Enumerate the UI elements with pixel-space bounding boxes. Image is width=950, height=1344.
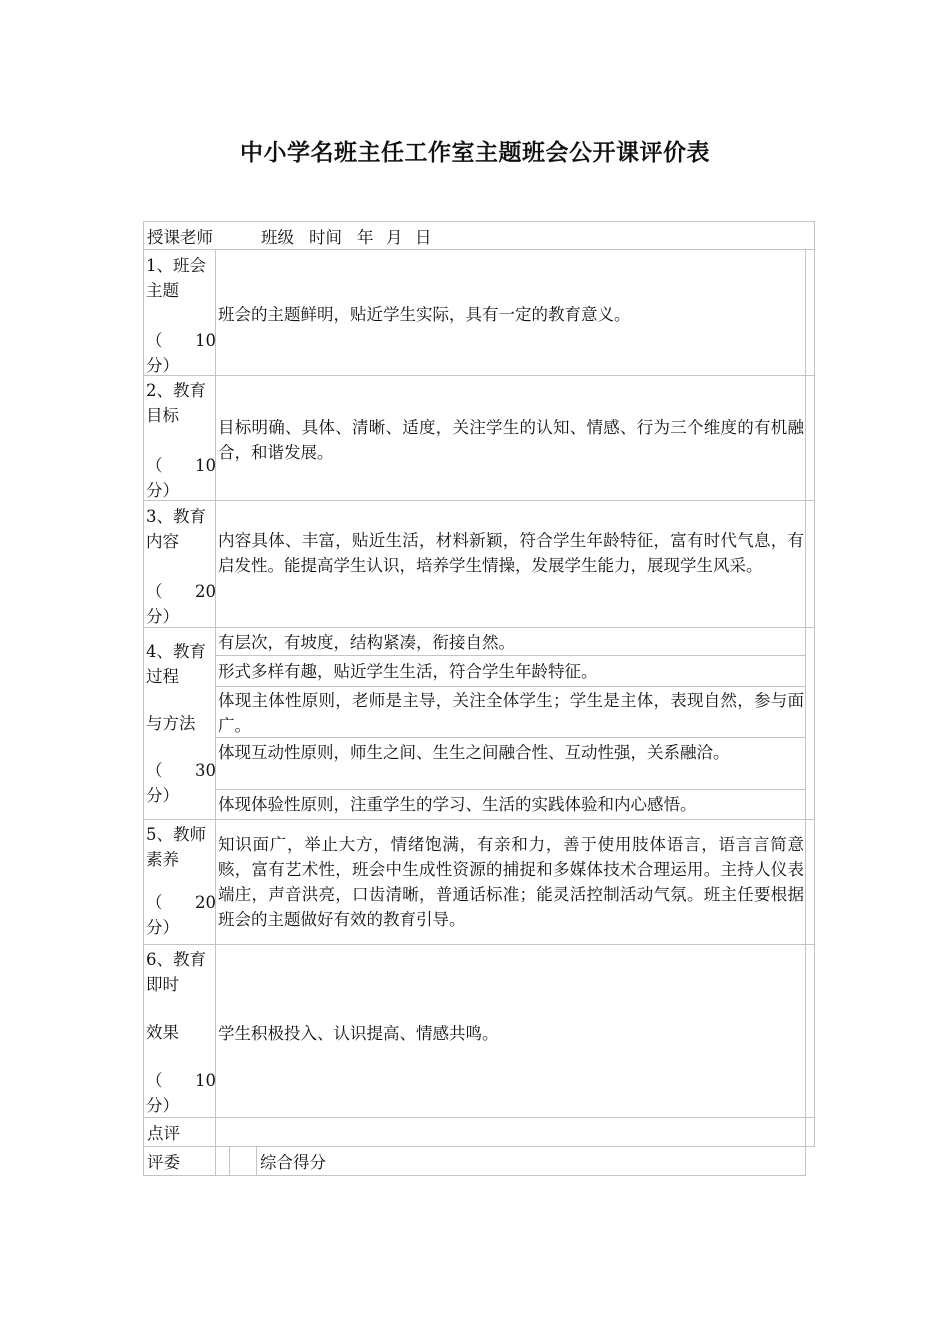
item-label-line: 4、教育 (146, 642, 206, 661)
score-close: 分） (146, 786, 179, 805)
item-label-line: 6、教育 (146, 950, 206, 969)
item-label-line: 1、班会 (146, 256, 206, 275)
page-title: 中小学名班主任工作室主题班会公开课评价表 (240, 140, 710, 166)
item-label-1 (146, 253, 216, 378)
year-label: 年 (357, 228, 374, 247)
score-open: （ (146, 456, 163, 475)
item-label-line: 2、教育 (146, 381, 206, 400)
item-content-4a: 有层次，有坡度，结构紧凑，衔接自然。 (218, 633, 515, 652)
score-value: 20 (195, 893, 216, 912)
score-close: 分） (146, 1096, 179, 1115)
item-label-line: 过程 (146, 667, 179, 686)
item-content-4e: 体现体验性原则，注重学生的学习、生活的实践体验和内心感悟。 (218, 795, 697, 814)
time-label: 时间 (309, 228, 342, 247)
item-label-4 (146, 639, 216, 808)
item-label-line: 主题 (146, 281, 179, 300)
item-content-4d: 体现互动性原则，师生之间、生生之间融合性、互动性强，关系融洽。 (218, 743, 730, 762)
item-label-line: 5、教师 (146, 825, 206, 844)
item-content-5: 知识面广，举止大方，情绪饱满，有亲和力，善于使用肢体语言，语言言简意赅，富有艺术性，班会中生成性资源的捕捉和多媒体技术合理运用。主持人仪表端庄，声音洪亮，口齿清晰，普通话标准；能灵活控制活动气氛。班主任要根据班会的主题做好有效的教育引导。 (218, 835, 804, 929)
score-close: 分） (146, 356, 179, 375)
month-label: 月 (386, 228, 403, 247)
score-value: 30 (195, 761, 216, 780)
item-label-line: 素养 (146, 850, 179, 869)
item-label-line: 即时 (146, 975, 179, 994)
item-content-4c: 体现主体性原则，老师是主导，关注全体学生；学生是主体，表现自然，参与面广。 (218, 691, 804, 735)
item-label-5 (146, 822, 216, 940)
score-close: 分） (146, 481, 179, 500)
item-content-4b: 形式多样有趣，贴近学生生活，符合学生年龄特征。 (218, 662, 598, 681)
score-value: 20 (195, 582, 216, 601)
item-content-2: 目标明确、具体、清晰、适度，关注学生的认知、情感、行为三个维度的有机融合，和谐发展。 (218, 418, 804, 462)
total-score-label: 综合得分 (260, 1153, 326, 1172)
score-close: 分） (146, 918, 179, 937)
day-label: 日 (415, 228, 432, 247)
score-open: （ (146, 1071, 163, 1090)
item-content-6: 学生积极投入、认识提高、情感共鸣。 (218, 1024, 499, 1043)
teacher-label: 授课老师 (147, 228, 213, 247)
score-open: （ (146, 582, 163, 601)
judge-label: 评委 (147, 1153, 180, 1172)
class-label: 班级 (261, 228, 294, 247)
item-label-3 (146, 504, 216, 629)
item-label-line: 3、教育 (146, 507, 206, 526)
item-label-line: 内容 (146, 532, 179, 551)
score-open: （ (146, 331, 163, 350)
score-close: 分） (146, 607, 179, 626)
item-label-2 (146, 378, 216, 503)
item-label-line: 与方法 (146, 714, 196, 733)
score-value: 10 (195, 456, 216, 475)
item-content-3: 内容具体、丰富，贴近生活，材料新颖，符合学生年龄特征，富有时代气息，有启发性。能提高学生认识，培养学生情操，发展学生能力，展现学生风采。 (218, 531, 804, 575)
score-open: （ (146, 893, 163, 912)
score-value: 10 (195, 331, 216, 350)
comment-label: 点评 (147, 1124, 180, 1143)
item-label-line: 效果 (146, 1023, 179, 1042)
item-content-1: 班会的主题鲜明，贴近学生实际，具有一定的教育意义。 (218, 305, 631, 324)
item-label-line: 目标 (146, 406, 179, 425)
score-value: 10 (195, 1071, 216, 1090)
item-label-6 (146, 947, 216, 1118)
score-open: （ (146, 761, 163, 780)
